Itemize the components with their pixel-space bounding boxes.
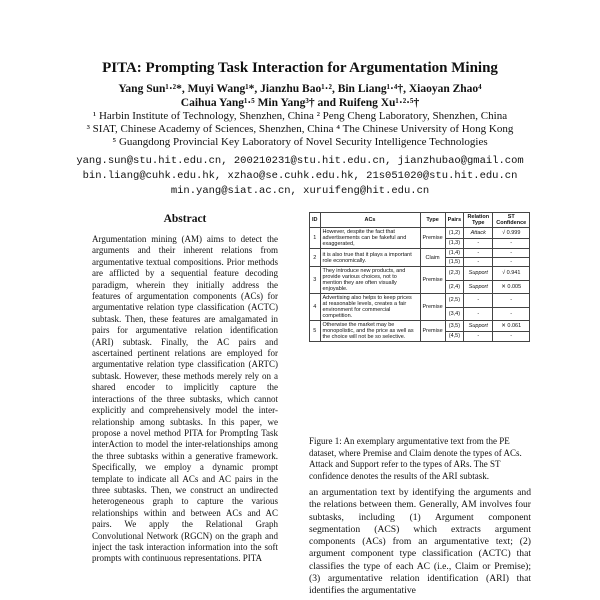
example-table bbox=[309, 212, 530, 342]
cell-pair: (3,5) bbox=[445, 321, 463, 332]
table-row bbox=[310, 321, 530, 332]
cell-id: 2 bbox=[310, 249, 321, 267]
cell-st: √ 0.941 bbox=[493, 267, 530, 281]
authors-line-1: Yang Sun¹·²*, Muyi Wang¹*, Jianzhu Bao¹·², Bin Liang¹·⁴†, Xiaoyan Zhao⁴ bbox=[118, 83, 482, 95]
cell-st: ✕ 0.005 bbox=[493, 280, 530, 294]
cell-ac: However, despite the fact that advertisements can be fakeful and exaggerated, bbox=[320, 228, 420, 249]
cell-relation: - bbox=[464, 307, 493, 321]
cell-type: Premise bbox=[420, 267, 445, 294]
cell-relation: - bbox=[464, 249, 493, 258]
cell-relation: Support bbox=[464, 321, 493, 332]
cell-id: 5 bbox=[310, 321, 321, 342]
paper-title: PITA: Prompting Task Interaction for Argumentation Mining bbox=[102, 60, 498, 76]
cell-st: - bbox=[493, 307, 530, 321]
cell-pair: (3,4) bbox=[445, 307, 463, 321]
header-pairs: Pairs bbox=[445, 213, 463, 228]
cell-relation: Support bbox=[464, 280, 493, 294]
email-line-1: yang.sun@stu.hit.edu.cn, 200210231@stu.hit.edu.cn, jianzhubao@gmail.com bbox=[76, 155, 524, 167]
affiliations bbox=[0, 110, 600, 149]
cell-pair: (4,5) bbox=[445, 331, 463, 342]
cell-ac: They introduce new products, and provide various choices, not to mention they are often visually enjoyable. bbox=[320, 267, 420, 294]
cell-st: ✕ 0.061 bbox=[493, 321, 530, 332]
cell-type: Claim bbox=[420, 249, 445, 267]
cell-st: - bbox=[493, 294, 530, 308]
cell-pair: (1,2) bbox=[445, 228, 463, 239]
cell-relation: Attack bbox=[464, 228, 493, 239]
cell-pair: (2,3) bbox=[445, 267, 463, 281]
figure-caption: Figure 1: An exemplary argumentative text from the PE dataset, where Premise and Claim denote the types of ACs. Attack and Support refer to the types of ARs. The ST confidence denotes the results of the ARI subtask. bbox=[309, 436, 522, 481]
cell-type: Premise bbox=[420, 228, 445, 249]
table-header-row bbox=[310, 213, 530, 228]
affiliation-line-2: ³ SIAT, Chinese Academy of Sciences, Shenzhen, China ⁴ The Chinese University of Hong Kong bbox=[86, 123, 514, 135]
body-paragraph: an argumentation text by identifying the arguments and the relations between them. Generally, AM involves four subtasks, including (1) Argument component segmentation (ACS) which extracts argument components (ACs) from an argumentative text; (2) argument component type classification (ACTC) that classifies the type of each AC (i.e., Claim or Premise); (3) argumentative relation identification (ARI) that identifies the argumentative bbox=[309, 487, 531, 597]
cell-ac: Otherwise the market may be monopolistic, and the price as well as the choice will not be so selective. bbox=[320, 321, 420, 342]
header-id: ID bbox=[310, 213, 321, 228]
cell-pair: (1,3) bbox=[445, 238, 463, 249]
email-list bbox=[0, 154, 600, 199]
abstract-heading: Abstract bbox=[163, 213, 207, 225]
header-acs: ACs bbox=[320, 213, 420, 228]
affiliation-line-3: ⁵ Guangdong Provincial Key Laboratory of Novel Security Intelligence Technologies bbox=[112, 136, 488, 148]
cell-ac: Advertising also helps to keep prices at reasonable levels, creates a fair environment for commercial competition. bbox=[320, 294, 420, 321]
cell-pair: (1,4) bbox=[445, 249, 463, 258]
figure-1 bbox=[309, 212, 530, 342]
author-list bbox=[0, 82, 600, 110]
authors-line-2: Caihua Yang¹·⁵ Min Yang³† and Ruifeng Xu¹·²·⁵† bbox=[180, 97, 420, 109]
email-line-3: min.yang@siat.ac.cn, xuruifeng@hit.edu.cn bbox=[170, 185, 430, 197]
cell-type: Premise bbox=[420, 294, 445, 321]
email-line-2: bin.liang@cuhk.edu.hk, xzhao@se.cuhk.edu.hk, 21s051020@stu.hit.edu.cn bbox=[82, 170, 518, 182]
cell-relation: - bbox=[464, 294, 493, 308]
cell-st: - bbox=[493, 249, 530, 258]
cell-ac: it is also true that it plays a important role economically. bbox=[320, 249, 420, 267]
cell-st: √ 0.999 bbox=[493, 228, 530, 239]
cell-type: Premise bbox=[420, 321, 445, 342]
cell-pair: (2,4) bbox=[445, 280, 463, 294]
cell-id: 3 bbox=[310, 267, 321, 294]
table-row bbox=[310, 228, 530, 239]
header-st-confidence: ST Confidence bbox=[493, 213, 530, 228]
cell-st: - bbox=[493, 258, 530, 267]
cell-id: 1 bbox=[310, 228, 321, 249]
cell-pair: (2,5) bbox=[445, 294, 463, 308]
cell-relation: Support bbox=[464, 267, 493, 281]
table-row bbox=[310, 249, 530, 258]
cell-st: - bbox=[493, 238, 530, 249]
cell-relation: - bbox=[464, 258, 493, 267]
header-type: Type bbox=[420, 213, 445, 228]
cell-st: - bbox=[493, 331, 530, 342]
table-row bbox=[310, 294, 530, 308]
abstract-text: Argumentation mining (AM) aims to detect the arguments and their inherent relations from argumentative textual compositions. Prior methods are afflicted by a sequential feature decoding paradigm, wherein they initially address the features of argumentation components (ACs) for argumentative relation type classification (ACTC) subtask. Then, these features are amalgamated in pairs for argumentative relation identification (ARI) subtask. Finally, the AC pairs and ascertained pertinent relations are employed for argumentative relation type classification (ARTC) subtask. However, these methods merely rely on a shared encoder to implicitly capture the interactions of the three subtasks, which cannot explicitly and comprehensively model the inter-relationship among subtasks. In this paper, we propose a novel method PITA for PromptIng Task interAction to model the inter-relationships among the three subtasks within a generative framework. Specifically, we employ a dynamic prompt template to indicate all ACs and AC pairs in the three subtasks. Then, we construct an undirected heterogeneous graph to capture the various relationships within and between ACs and AC pairs. We apply the Relational Graph Convolutional Network (RGCN) on the graph and inject the task interaction information into the soft prompts with continuous representations. PITA bbox=[92, 234, 278, 564]
table-row bbox=[310, 267, 530, 281]
cell-pair: (1,5) bbox=[445, 258, 463, 267]
affiliation-line-1: ¹ Harbin Institute of Technology, Shenzhen, China ² Peng Cheng Laboratory, Shenzhen, China bbox=[92, 110, 508, 122]
cell-relation: - bbox=[464, 331, 493, 342]
header-relation-type: Relation Type bbox=[464, 213, 493, 228]
cell-id: 4 bbox=[310, 294, 321, 321]
cell-relation: - bbox=[464, 238, 493, 249]
